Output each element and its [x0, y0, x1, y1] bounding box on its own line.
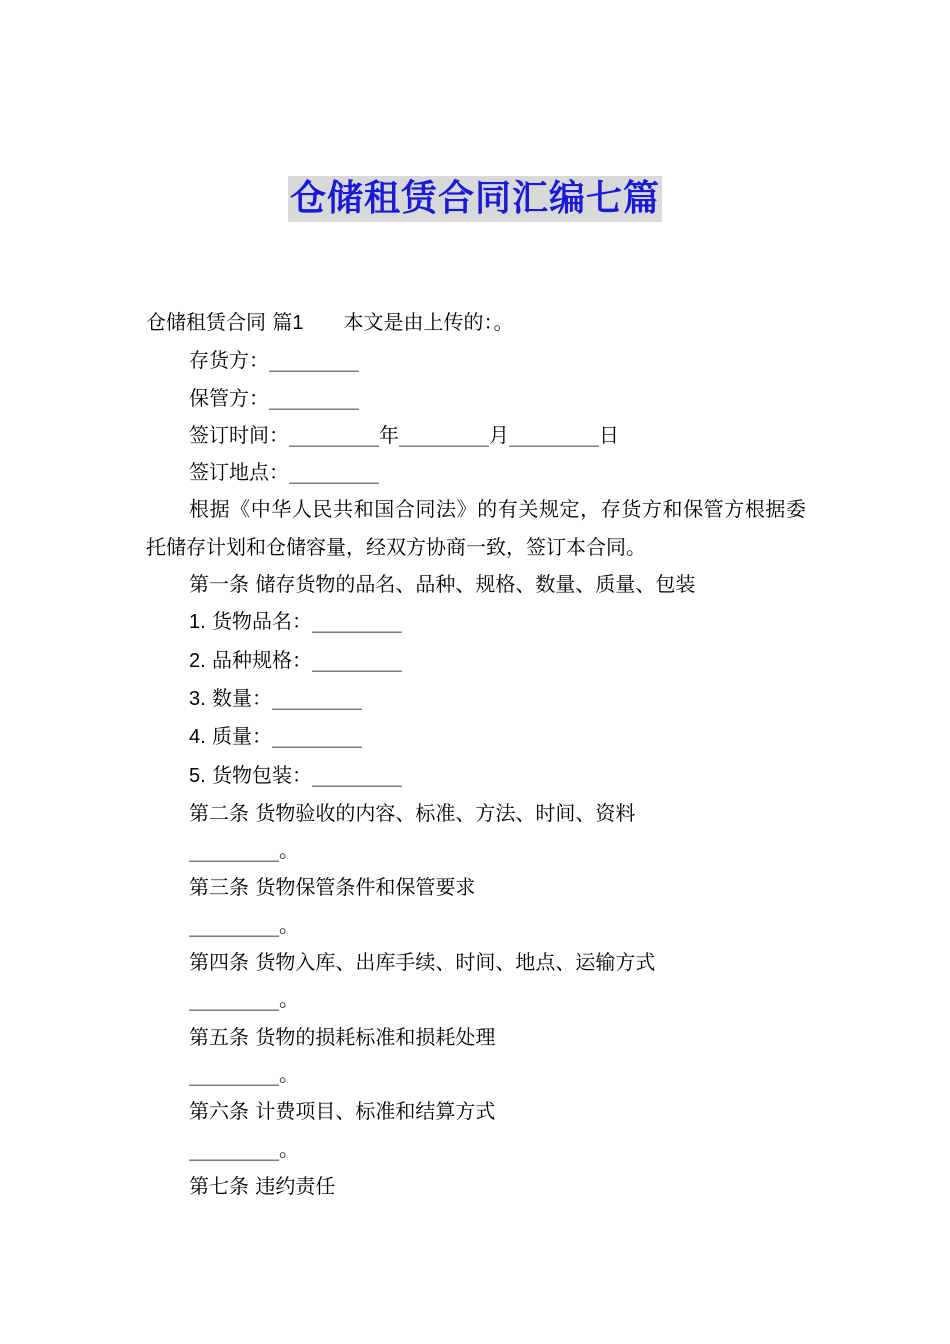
item-number: 2. [189, 649, 206, 672]
article-6-title: 第六条 计费项目、标准和结算方式 [189, 1099, 496, 1124]
article-2-title: 第二条 货物验收的内容、标准、方法、时间、资料 [189, 800, 636, 825]
contract-heading [146, 304, 806, 342]
contract-heading-label: 仓储租赁合同 篇 [146, 310, 293, 334]
document-title: 仓储租赁合同汇编七篇 [288, 176, 662, 222]
field-sign-place: 签订地点：_________ [189, 460, 379, 485]
article-4-title: 第四条 货物入库、出库手续、时间、地点、运输方式 [189, 950, 656, 975]
article-7-title: 第七条 违约责任 [189, 1173, 336, 1198]
contract-heading-note: 本文是由上传的：。 [343, 310, 514, 334]
article-1-item [146, 680, 806, 718]
field-sign-time: 签订时间：_________年_________月_________日 [189, 422, 619, 447]
article-5-title: 第五条 货物的损耗标准和损耗处理 [189, 1024, 496, 1049]
field-depositor: 存货方：_________ [189, 348, 359, 373]
item-text: 品种规格：_________ [212, 647, 403, 672]
article-2-blank: _________。 [189, 838, 299, 863]
document-body [146, 304, 806, 1205]
field-keeper: 保管方：_________ [189, 385, 359, 410]
item-number: 3. [189, 687, 206, 710]
article-3-blank: _________。 [189, 912, 299, 937]
item-text: 货物包装：_________ [212, 762, 403, 787]
article-1-item [146, 718, 806, 756]
article-1-item [146, 642, 806, 680]
article-1-title: 第一条 储存货物的品名、品种、规格、数量、质量、包装 [189, 572, 696, 597]
contract-heading-number: 1 [292, 312, 304, 334]
item-number: 1. [189, 611, 206, 634]
item-text: 质量：_________ [212, 724, 363, 749]
item-text: 数量：_________ [212, 685, 363, 710]
item-number: 4. [189, 726, 206, 749]
article-6-blank: _________。 [189, 1136, 299, 1161]
article-5-blank: _________。 [189, 1061, 299, 1086]
intro-paragraph: 根据《中华人民共和国合同法》的有关规定，存货方和保管方根据委托储存计划和仓储容量，经双方协商一致，签订本合同。 [146, 497, 806, 559]
article-1-item [146, 603, 806, 641]
article-4-blank: _________。 [189, 987, 299, 1012]
item-text: 货物品名：_________ [212, 609, 403, 634]
article-1-item [146, 757, 806, 795]
article-3-title: 第三条 货物保管条件和保管要求 [189, 875, 476, 900]
item-number: 5. [189, 764, 206, 787]
document-title-wrapper [0, 176, 950, 222]
